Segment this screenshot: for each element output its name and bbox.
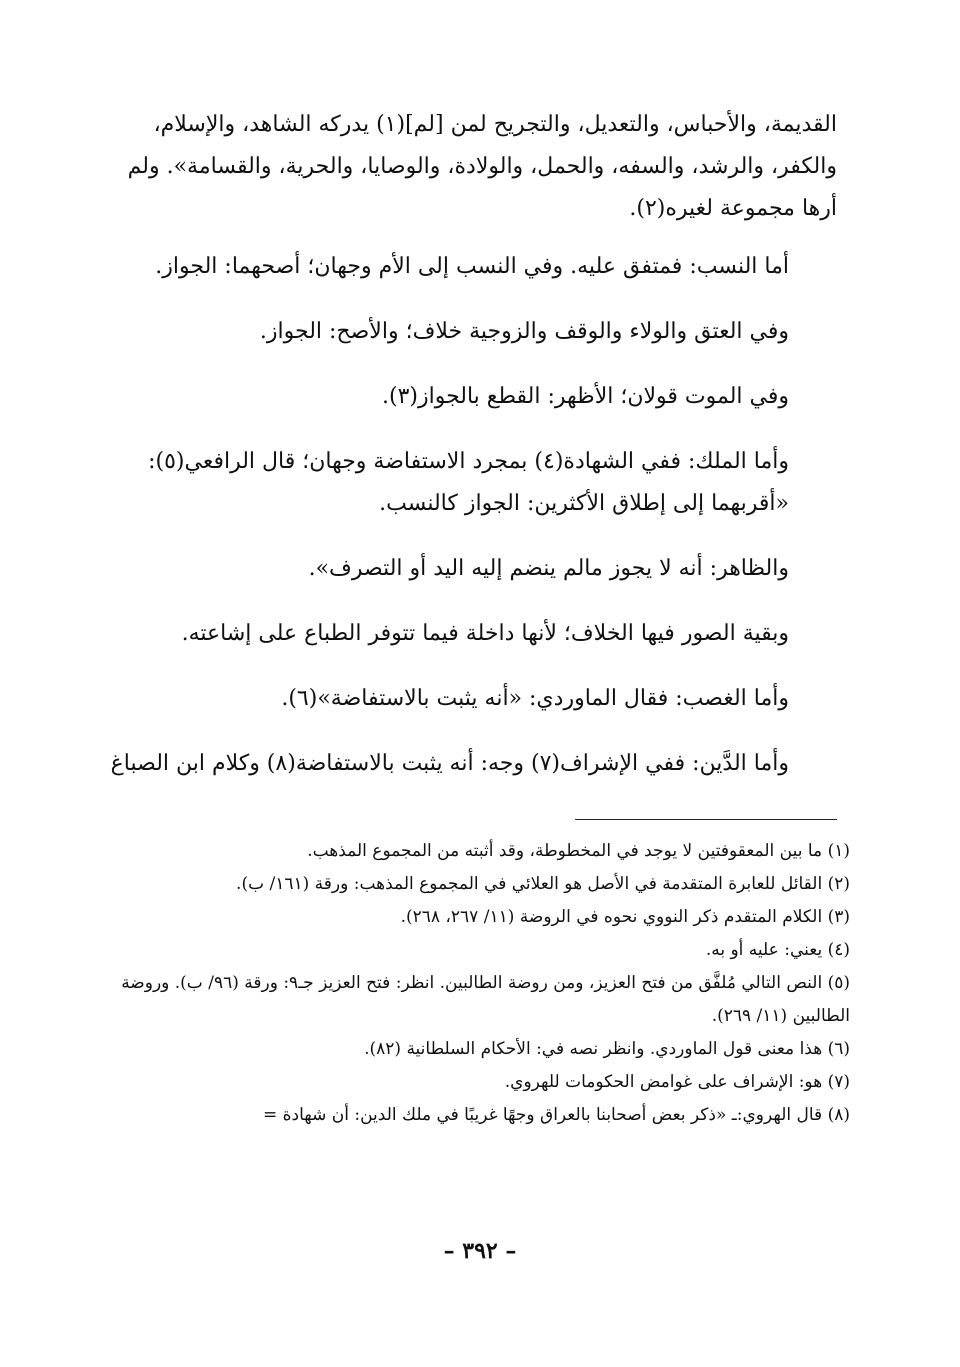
paragraph-3: وفي العتق والولاء والوقف والزوجية خلاف؛ والأصح: الجواز. (259, 319, 789, 344)
footnote-8: (٨) قال الهروي:ـ «ذكر بعض أصحابنا بالعراق وجهًا غريبًا في ملك الدين: أن شهادة = (262, 1105, 850, 1125)
paragraph-9: وأما الدَّين: ففي الإشراف(٧) وجه: أنه يثبت بالاستفاضة(٨) وكلام ابن الصباغ (110, 751, 789, 776)
paragraph-6: والظاهر: أنه لا يجوز مالم ينضم إليه اليد أو التصرف». (308, 556, 789, 581)
footnote-6: (٦) هذا معنى قول الماوردي. وانظر نصه في: الأحكام السلطانية (٨٢). (364, 1039, 850, 1059)
footnote-3: (٣) الكلام المتقدم ذكر النووي نحوه في الروضة (١١/ ٢٦٧، ٢٦٨). (400, 907, 850, 927)
footnote-1: (١) ما بين المعقوفتين لا يوجد في المخطوطة، وقد أثبته من المجموع المذهب. (307, 841, 850, 861)
main-text (110, 104, 837, 808)
paragraph-5: وأما الملك: ففي الشهادة(٤) بمجرد الاستفاضة وجهان؛ قال الرافعي(٥): «أقربهما إلى إطلاق الأكثرين: الجواز كالنسب. (148, 449, 789, 516)
paragraph-1: القديمة، والأحباس، والتعديل، والتجريح لمن [لم](١) يدركه الشاهد، والإسلام، والكفر، والرشد، والسفه، والحمل، والولادة، والوصايا، والحرية، والقسامة». ولم أرها مجموعة لغيره(٢). (127, 112, 837, 221)
footnote-5: (٥) النص التالي مُلفَّق من فتح العزيز، ومن روضة الطالبين. انظر: فتح العزيز جـ٩: ورقة (٩٦/ ب). وروضة الطالبين (١١/ ٢٦٩). (121, 973, 850, 1026)
paragraph-4: وفي الموت قولان؛ الأظهر: القطع بالجواز(٣). (381, 384, 789, 409)
paragraph-7: وبقية الصور فيها الخلاف؛ لأنها داخلة فيما تتوفر الطباع على إشاعته. (181, 621, 789, 646)
page-number: – ٣٩٢ – (443, 1238, 517, 1264)
footnote-2: (٢) القائل للعابرة المتقدمة في الأصل هو العلائي في المجموع المذهب: ورقة (١٦١/ ب). (236, 874, 850, 894)
paragraph-8: وأما الغصب: فقال الماوردي: «أنه يثبت بالاستفاضة»(٦). (281, 686, 789, 711)
footnote-separator (575, 819, 837, 820)
paragraph-2: أما النسب: فمتفق عليه. وفي النسب إلى الأم وجهان؛ أصحهما: الجواز. (155, 254, 789, 279)
footnotes (110, 835, 850, 1132)
footnote-7: (٧) هو: الإشراف على غوامض الحكومات للهروي. (504, 1072, 850, 1092)
footnote-4: (٤) يعني: عليه أو به. (705, 940, 850, 960)
